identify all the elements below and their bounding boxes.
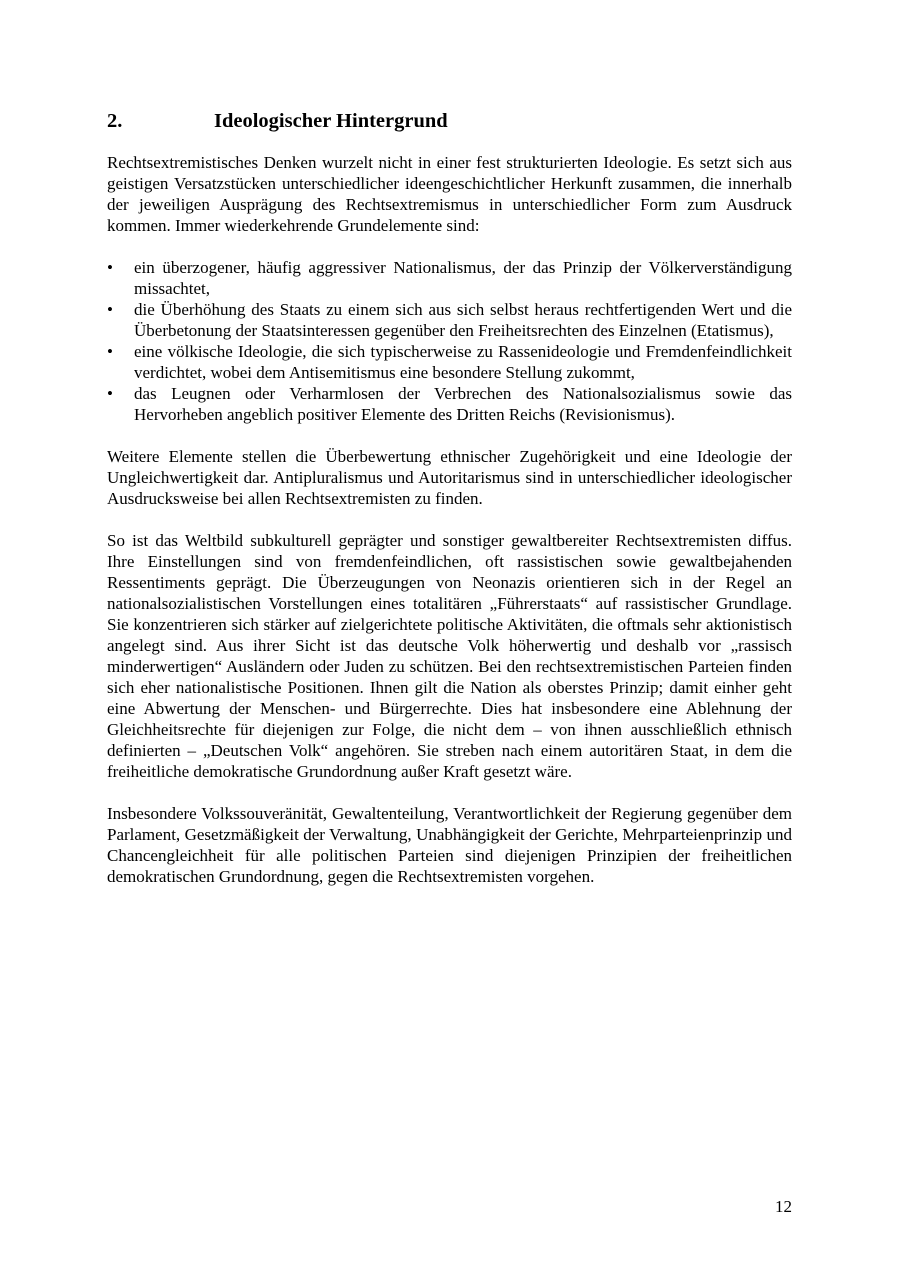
bullet-icon: • (107, 384, 113, 403)
list-item-text: eine völkische Ideologie, die sich typischerweise zu Rassenideologie und Fremdenfeindlichkeit verdichtet, wobei dem Antisemitismus eine besondere Stellung zukommt, (134, 342, 792, 382)
page-number: 12 (775, 1197, 792, 1216)
list-item (107, 257, 792, 299)
paragraph-4: Insbesondere Volkssouveränität, Gewaltenteilung, Verantwortlichkeit der Regierung gegenüber dem Parlament, Gesetzmäßigkeit der Verwaltung, Unabhängigkeit der Gerichte, Mehrparteienprinzip und Chancengleichheit für alle politischen Parteien sind diejenigen Prinzipien der freiheitlichen demokratischen Grundordnung, gegen die Rechtsextremisten vorgehen. (107, 804, 792, 886)
list-item-text: das Leugnen oder Verharmlosen der Verbrechen des Nationalsozialismus sowie das Hervorheben angeblich positiver Elemente des Dritten Reichs (Revisionismus). (134, 384, 792, 424)
paragraph-2: Weitere Elemente stellen die Überbewertung ethnischer Zugehörigkeit und eine Ideologie der Ungleichwertigkeit dar. Antipluralismus und Autoritarismus sind in unterschiedlicher ideologischer Ausdrucksweise bei allen Rechtsextremisten zu finden. (107, 447, 792, 508)
grundelemente-list (107, 257, 792, 425)
paragraph-3: So ist das Weltbild subkulturell geprägter und sonstiger gewaltbereiter Rechtsextremisten diffus. Ihre Einstellungen sind von fremdenfeindlichen, oft rassistischen sowie gewaltbejahenden Ressentiments geprägt. Die Überzeugungen von Neonazis orientieren sich in der Regel an nationalsozialistischen Vorstellungen eines totalitären „Führerstaats“ auf rassistischer Grundlage. Sie konzentrieren sich stärker auf zielgerichtete politische Aktivitäten, die oftmals sehr aktionistisch angelegt sind. Aus ihrer Sicht ist das deutsche Volk höherwertig und deshalb vor „rassisch minderwertigen“ Ausländern oder Juden zu schützen. Bei den rechtsextremistischen Parteien finden sich eher nationalistische Positionen. Ihnen gilt die Nation als oberstes Prinzip; damit einher geht eine Abwertung der Menschen- und Bürgerrechte. Dies hat insbesondere eine Ablehnung der Gleichheitsrechte für diejenigen zur Folge, die nicht dem – von ihnen ausschließlich ethnisch definierten – „Deutschen Volk“ angehören. Sie streben nach einem autoritären Staat, in dem die freiheitliche demokratische Grundordnung außer Kraft gesetzt wäre. (107, 531, 792, 781)
list-item-text: die Überhöhung des Staats zu einem sich aus sich selbst heraus rechtfertigenden Wert und die Überbetonung der Staatsinteressen gegenüber den Freiheitsrechten des Einzelnen (Etatismus), (134, 300, 792, 340)
list-item (107, 383, 792, 425)
bullet-icon: • (107, 342, 113, 361)
bullet-icon: • (107, 300, 113, 319)
intro-paragraph: Rechtsextremistisches Denken wurzelt nicht in einer fest strukturierten Ideologie. Es setzt sich aus geistigen Versatzstücken unterschiedlicher ideengeschichtlicher Herkunft zusammen, die innerhalb der jeweiligen Ausprägung des Rechtsextremismus in unterschiedlicher Form zum Ausdruck kommen. Immer wiederkehrende Grundelemente sind: (107, 153, 792, 235)
list-item-text: ein überzogener, häufig aggressiver Nationalismus, der das Prinzip der Völkerverständigung missachtet, (134, 258, 792, 298)
list-item (107, 341, 792, 383)
section-heading (107, 107, 792, 135)
section-number: 2. (107, 110, 123, 132)
list-item (107, 299, 792, 341)
bullet-icon: • (107, 258, 113, 277)
section-title: Ideologischer Hintergrund (214, 110, 448, 132)
document-page (107, 107, 792, 887)
